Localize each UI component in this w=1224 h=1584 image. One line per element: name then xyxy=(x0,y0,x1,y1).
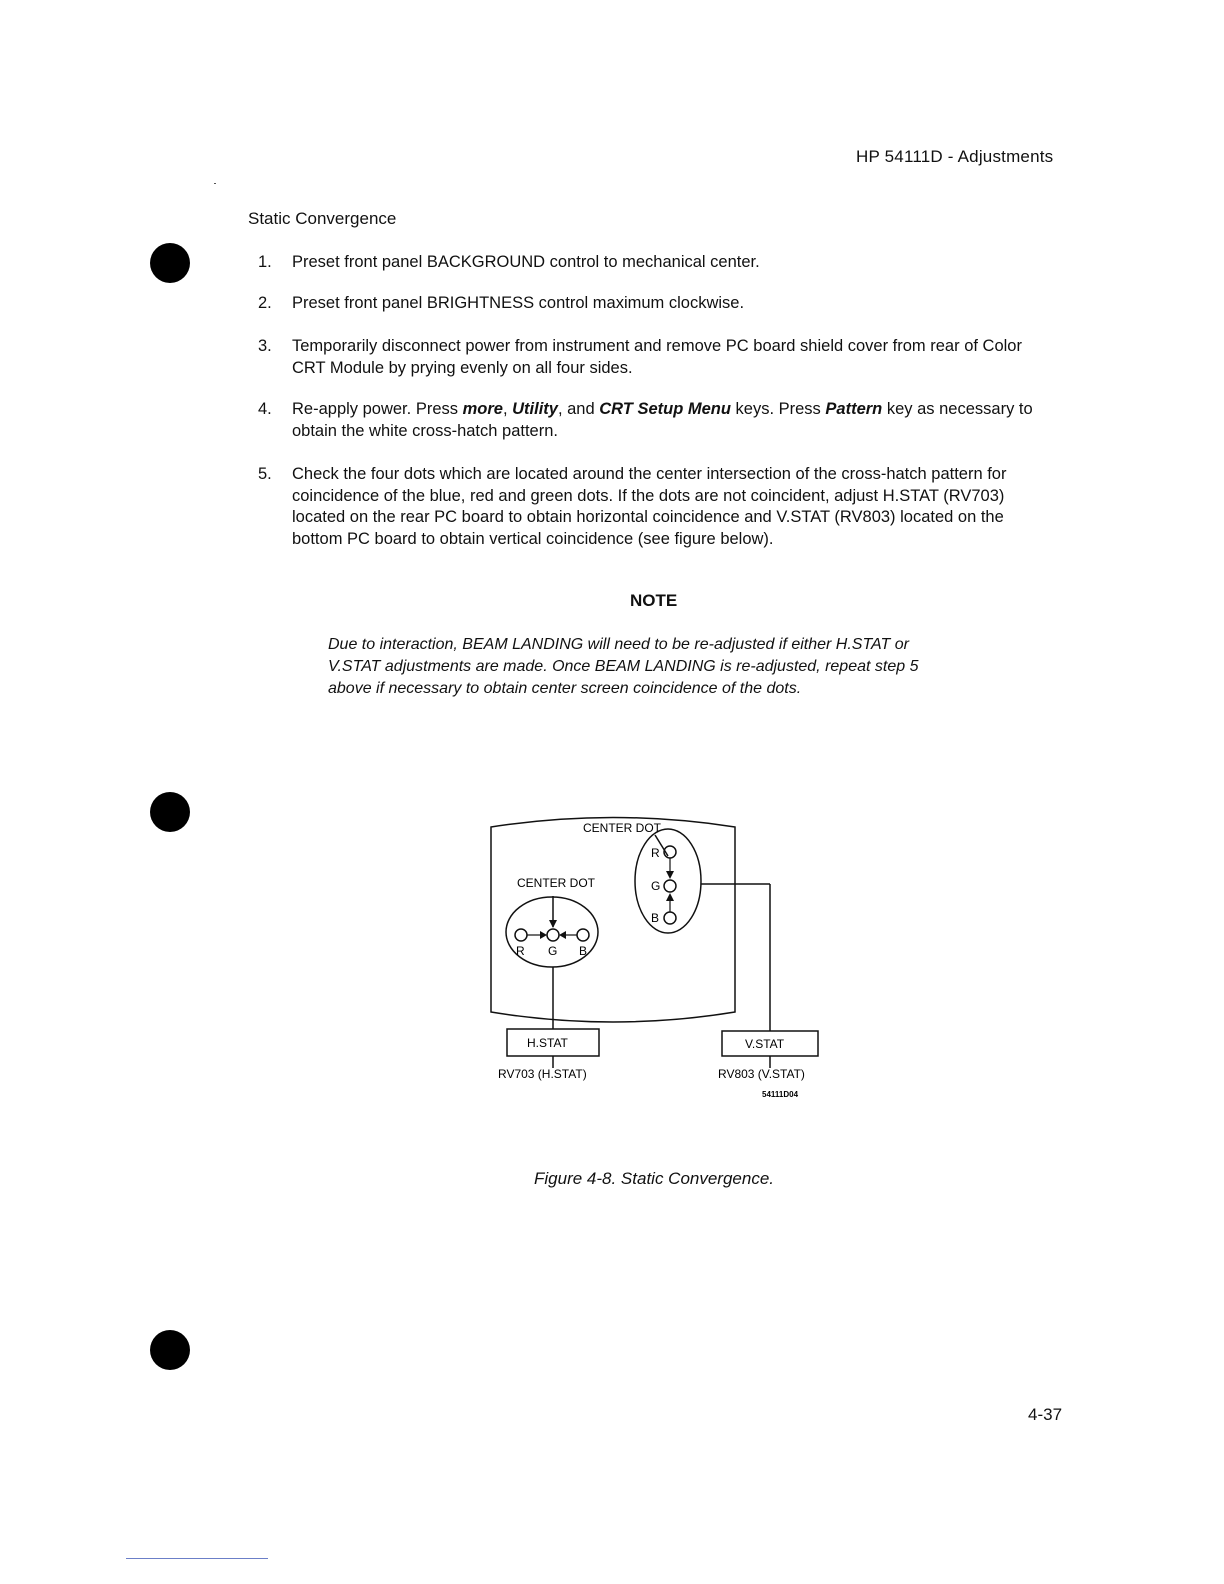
section-title: Static Convergence xyxy=(248,209,397,228)
figure-code: 54111D04 xyxy=(762,1090,799,1099)
key-crt-setup-menu: CRT Setup Menu xyxy=(599,400,731,418)
key-more: more xyxy=(462,400,503,418)
note-title: NOTE xyxy=(630,591,678,610)
dot-label-r: R xyxy=(651,846,660,860)
hstat-box-label: H.STAT xyxy=(527,1036,568,1050)
arrow-icon xyxy=(666,893,674,901)
step-text: Preset front panel BRIGHTNESS control maximum clockwise. xyxy=(292,294,745,312)
blue-dot xyxy=(577,929,589,941)
step-number: 3. xyxy=(258,337,272,355)
step-text: Check the four dots which are located around the center intersection of the cross-hatch pattern for coincidence of the blue, red and green dots. If the dots are not coincident, adjust H.STAT (RV703) located on the rear PC board to obtain horizontal coincidence and V.STAT (RV803) located on the bottom PC board to obtain vertical coincidence (see figure below). xyxy=(292,465,1007,548)
vstat-box-label: V.STAT xyxy=(745,1037,785,1051)
step-number: 5. xyxy=(258,465,272,483)
crt-screen xyxy=(491,818,735,1023)
arrow-icon xyxy=(559,931,566,939)
dot-label-b: B xyxy=(651,911,660,925)
center-dot-label-left: CENTER DOT xyxy=(517,876,595,890)
figure-caption: Figure 4-8. Static Convergence. xyxy=(534,1169,775,1188)
dot-label-r: R xyxy=(516,944,525,958)
dot-label-b: B xyxy=(579,944,588,958)
step-number: 1. xyxy=(258,253,272,271)
rv803-label: RV803 (V.STAT) xyxy=(718,1067,805,1081)
blue-dot xyxy=(664,912,676,924)
note-body: Due to interaction, BEAM LANDING will need to be re-adjusted if either H.STAT or V.STAT adjustments are made. Once BEAM LANDING is re-adjusted, repeat step 5 above if necessary to obtain center screen coincidence of the dots. xyxy=(328,636,919,697)
step-text: Preset front panel BACKGROUND control to mechanical center. xyxy=(292,253,760,271)
green-dot xyxy=(547,929,559,941)
arrow-icon xyxy=(666,871,674,879)
step-text: Re-apply power. Press more, Utility, and CRT Setup Menu keys. Press Pattern key as necessary to obtain the white cross-hatch pattern. xyxy=(292,400,1033,440)
red-dot xyxy=(515,929,527,941)
step-text: Temporarily disconnect power from instrument and remove PC board shield cover from rear of Color CRT Module by prying evenly on all four sides. xyxy=(292,337,1022,377)
dot-label-g: G xyxy=(651,879,661,893)
step-number: 4. xyxy=(258,400,272,418)
green-dot xyxy=(664,880,676,892)
arrow-icon xyxy=(549,920,557,928)
footer-line xyxy=(126,1558,268,1559)
center-dot-label-top: CENTER DOT xyxy=(583,821,661,835)
arrow-icon xyxy=(540,931,547,939)
key-utility: Utility xyxy=(512,400,558,418)
key-pattern: Pattern xyxy=(825,400,883,418)
step-number: 2. xyxy=(258,294,272,312)
rv703-label: RV703 (H.STAT) xyxy=(498,1067,587,1081)
dot-label-g: G xyxy=(548,944,558,958)
page-header: HP 54111D - Adjustments xyxy=(856,147,1054,166)
page-number: 4-37 xyxy=(1028,1405,1063,1424)
